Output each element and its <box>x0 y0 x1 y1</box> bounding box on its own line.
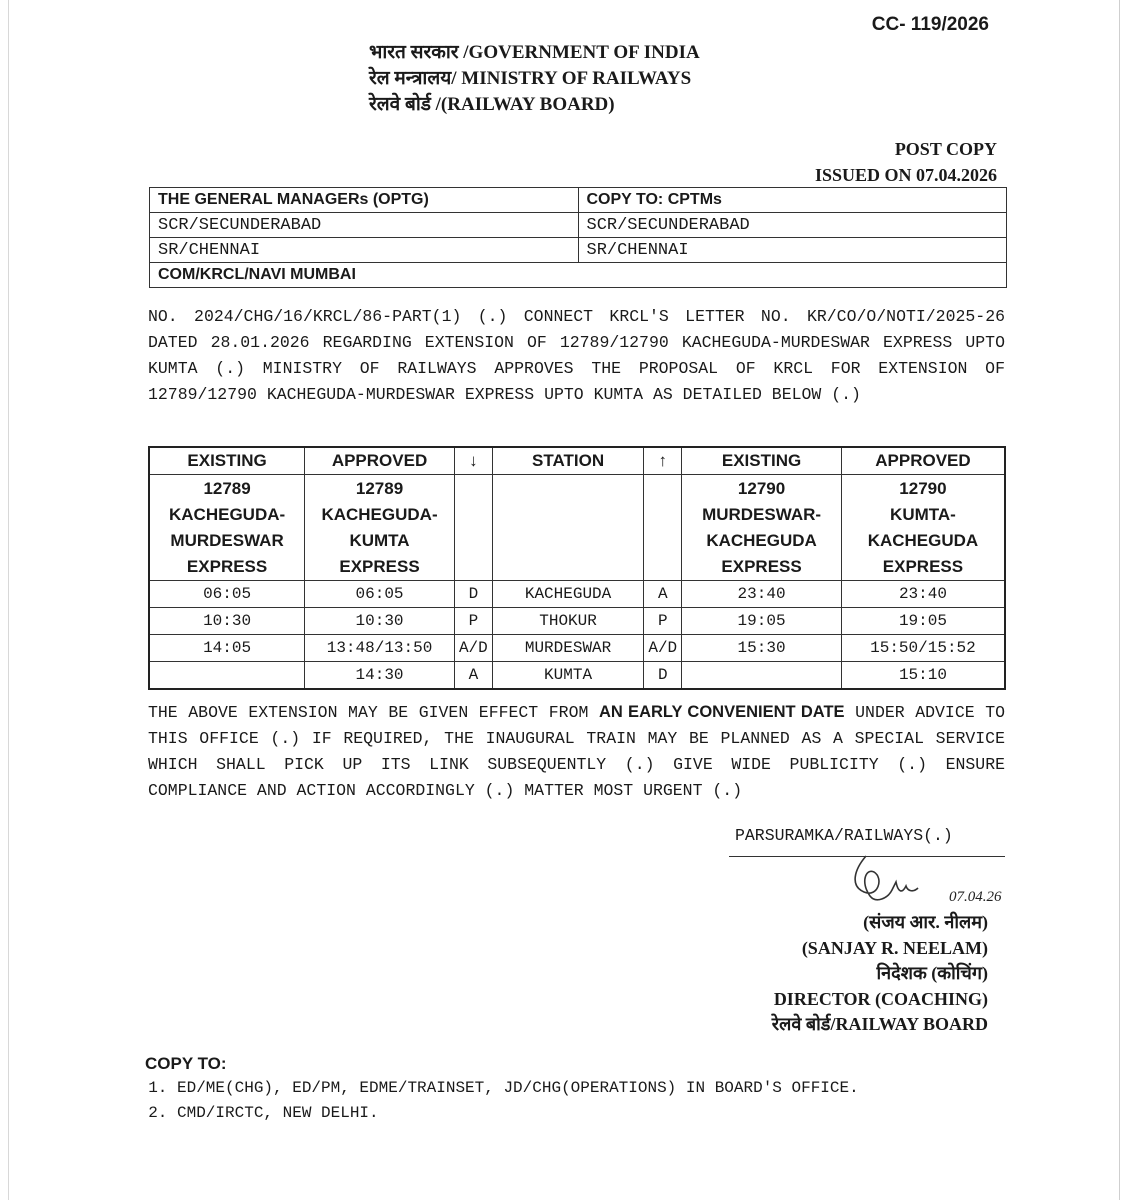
header-existing-up: EXISTING <box>682 447 842 475</box>
schedule-header-row <box>149 447 1005 475</box>
cell-up-flag: P <box>644 608 682 635</box>
signature-date: 07.04.26 <box>949 889 1002 905</box>
post-copy-block <box>815 136 997 188</box>
copy-to-section <box>145 1054 859 1126</box>
letterhead-line-government: भारत सरकार /GOVERNMENT OF INDIA <box>369 42 700 63</box>
train-name-approved-up: 12790 KUMTA- KACHEGUDA EXPRESS <box>841 475 1005 581</box>
cell-approved-up: 23:40 <box>841 581 1005 608</box>
cell-station: THOKUR <box>492 608 643 635</box>
cell-existing-down <box>149 662 305 690</box>
signatory-office: रेलवे बोर्ड/RAILWAY BOARD <box>771 1014 988 1034</box>
document-page <box>8 0 1120 1200</box>
cell-existing-down: 14:05 <box>149 635 305 662</box>
train-name-blank <box>492 475 643 581</box>
reference-number: CC- 119/2026 <box>871 14 989 35</box>
closing-text-pre: THE ABOVE EXTENSION MAY BE GIVEN EFFECT FROM <box>148 703 599 722</box>
cell-existing-down: 06:05 <box>149 581 305 608</box>
signatory-designation-hindi: निदेशक (कोचिंग) <box>876 963 988 983</box>
header-up-arrow: ↑ <box>644 447 682 475</box>
cell-approved-down: 10:30 <box>305 608 455 635</box>
addressee-last-row: COM/KRCL/NAVI MUMBAI <box>150 263 1007 288</box>
closing-text-post: UNDER ADVICE TO THIS OFFICE (.) IF REQUIRED, THE INAUGURAL TRAIN MAY BE PLANNED AS A SPECIAL SERVICE WHICH SHALL PICK UP ITS LINK SUBSEQUENTLY (.) GIVE WIDE PUBLICITY (.) ENSURE COMPLIANCE AND ACTION ACCORDINGLY (.) MATTER MOST URGENT (.) <box>148 703 1006 800</box>
schedule-row <box>149 635 1005 662</box>
cell-station: MURDESWAR <box>492 635 643 662</box>
signer-code: PARSURAMKA/RAILWAYS(.) <box>735 826 953 845</box>
copy-to-item: 1. ED/ME(CHG), ED/PM, EDME/TRAINSET, JD/CHG(OPERATIONS) IN BOARD'S OFFICE. <box>177 1076 859 1101</box>
issued-on-date: ISSUED ON 07.04.2026 <box>814 165 997 185</box>
train-name-approved-down: 12789 KACHEGUDA- KUMTA EXPRESS <box>305 475 455 581</box>
schedule-row <box>149 662 1005 690</box>
cell-existing-up: 15:30 <box>682 635 842 662</box>
cell-existing-up <box>682 662 842 690</box>
addressee-right-cell: SR/CHENNAI <box>578 238 1007 263</box>
addressee-table <box>149 187 1007 288</box>
cell-approved-down: 06:05 <box>305 581 455 608</box>
cell-approved-up: 19:05 <box>841 608 1005 635</box>
cell-approved-down: 13:48/13:50 <box>305 635 455 662</box>
signatory-designation: DIRECTOR (COACHING) <box>773 988 988 1009</box>
header-existing-down: EXISTING <box>149 447 305 475</box>
cell-approved-up: 15:10 <box>841 662 1005 690</box>
header-approved-up: APPROVED <box>841 447 1005 475</box>
post-copy-label: POST COPY <box>894 139 997 159</box>
header-down-arrow: ↓ <box>454 447 492 475</box>
cell-approved-up: 15:50/15:52 <box>841 635 1005 662</box>
cell-station: KUMTA <box>492 662 643 690</box>
addressee-left-title: THE GENERAL MANAGERs (OPTG) <box>150 188 579 213</box>
closing-text-bold: AN EARLY CONVENIENT DATE <box>598 703 845 721</box>
copy-to-title: COPY TO: <box>145 1054 227 1073</box>
schedule-row <box>149 608 1005 635</box>
cell-up-flag: D <box>644 662 682 690</box>
signatory-name: (SANJAY R. NEELAM) <box>801 937 988 958</box>
cell-station: KACHEGUDA <box>492 581 643 608</box>
addressee-left-cell: SCR/SECUNDERABAD <box>150 213 579 238</box>
train-name-row <box>149 475 1005 581</box>
letterhead-line-ministry: रेल मन्त्रालय/ MINISTRY OF RAILWAYS <box>369 68 692 89</box>
addressee-right-cell: SCR/SECUNDERABAD <box>578 213 1007 238</box>
cell-approved-down: 14:30 <box>305 662 455 690</box>
signatory-name-hindi: (संजय आर. नीलम) <box>863 912 988 932</box>
cell-down-flag: A <box>454 662 492 690</box>
copy-to-item: 2. CMD/IRCTC, NEW DELHI. <box>177 1101 859 1126</box>
addressee-right-title: COPY TO: CPTMs <box>578 188 1007 213</box>
header-approved-down: APPROVED <box>305 447 455 475</box>
train-name-existing-down: 12789 KACHEGUDA- MURDESWAR EXPRESS <box>149 475 305 581</box>
cell-up-flag: A <box>644 581 682 608</box>
cell-down-flag: A/D <box>454 635 492 662</box>
cell-down-flag: D <box>454 581 492 608</box>
train-name-blank <box>644 475 682 581</box>
schedule-row <box>149 581 1005 608</box>
schedule-table <box>148 446 1006 690</box>
letterhead-line-board: रेलवे बोर्ड /(RAILWAY BOARD) <box>369 94 615 115</box>
cell-existing-up: 23:40 <box>682 581 842 608</box>
copy-to-list <box>145 1076 859 1126</box>
cell-existing-down: 10:30 <box>149 608 305 635</box>
signature-scribble-icon <box>844 852 954 912</box>
closing-paragraph <box>148 699 1005 804</box>
letterhead <box>369 40 700 118</box>
cell-existing-up: 19:05 <box>682 608 842 635</box>
train-name-blank <box>454 475 492 581</box>
body-paragraph: NO. 2024/CHG/16/KRCL/86-PART(1) (.) CONNECT KRCL'S LETTER NO. KR/CO/O/NOTI/2025-26 DATED 28.01.2026 REGARDING EXTENSION OF 12789/12790 KACHEGUDA-MURDESWAR EXPRESS UPTO KUMTA (.) MINISTRY OF RAILWAYS APPROVES THE PROPOSAL OF KRCL FOR EXTENSION OF 12789/12790 KACHEGUDA-MURDESWAR EXPRESS UPTO KUMTA AS DETAILED BELOW (.) <box>148 307 1005 404</box>
header-station: STATION <box>492 447 643 475</box>
addressee-left-cell: SR/CHENNAI <box>150 238 579 263</box>
cell-down-flag: P <box>454 608 492 635</box>
cell-up-flag: A/D <box>644 635 682 662</box>
signature-block <box>772 910 988 1038</box>
train-name-existing-up: 12790 MURDESWAR- KACHEGUDA EXPRESS <box>682 475 842 581</box>
